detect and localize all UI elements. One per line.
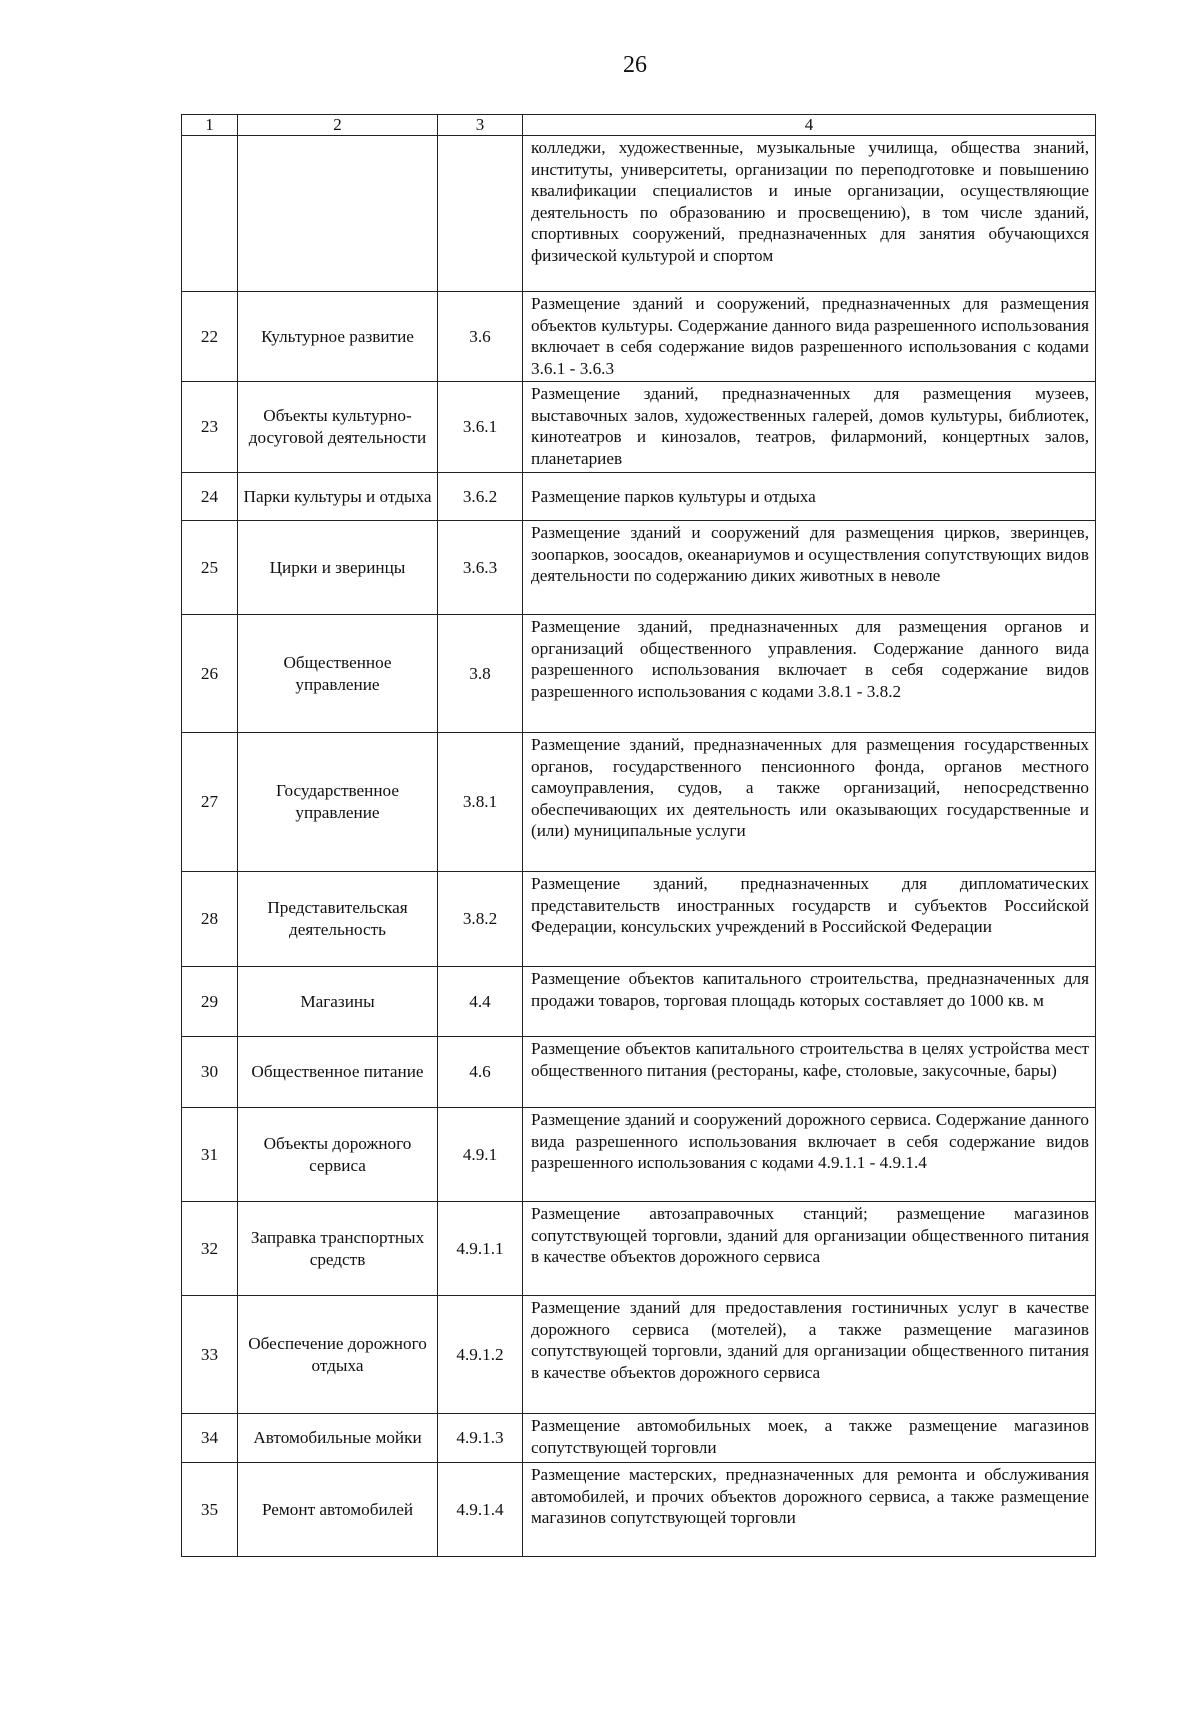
row-number: 29 (182, 967, 238, 1037)
table-row (182, 292, 1096, 382)
continuation-row (182, 136, 1096, 292)
row-number: 22 (182, 292, 238, 382)
description-cell: Размещение автозаправочных станций; размещение магазинов сопутствующей торговли, зданий для организации общественного питания в качестве объектов дорожного сервиса (523, 1202, 1096, 1296)
table-row (182, 382, 1096, 473)
use-code: 3.6.3 (438, 521, 523, 615)
use-name: Объекты дорожного сервиса (238, 1108, 438, 1202)
column-header: 2 (238, 115, 438, 136)
column-header: 4 (523, 115, 1096, 136)
use-name: Общественное управление (238, 615, 438, 733)
row-number: 26 (182, 615, 238, 733)
table-row (182, 1463, 1096, 1557)
use-code: 4.9.1.2 (438, 1296, 523, 1414)
description-cell: Размещение зданий для предоставления гостиничных услуг в качестве дорожного сервиса (мотелей), а также размещение магазинов сопутствующей торговли, зданий для организации общественного питания в качестве объектов дорожного сервиса (523, 1296, 1096, 1414)
description-cell: колледжи, художественные, музыкальные училища, общества знаний, институты, университеты, организации по переподготовке и повышению квалификации специалистов и иные организации, осуществляющие деятельность по образованию и просвещению), в том числе зданий, спортивных сооружений, предназначенных для занятия обучающихся физической культурой и спортом (523, 136, 1096, 292)
use-code: 4.9.1.4 (438, 1463, 523, 1557)
empty-cell (182, 136, 238, 292)
use-name: Обеспечение дорожного отдыха (238, 1296, 438, 1414)
description-cell: Размещение зданий, предназначенных для размещения государственных органов, государственного пенсионного фонда, органов местного самоуправления, судов, а также организаций, непосредственно обеспечивающих их деятельность или оказывающих государственные и (или) муниципальные услуги (523, 733, 1096, 872)
description-cell: Размещение объектов капитального строительства, предназначенных для продажи товаров, торговая площадь которых составляет до 1000 кв. м (523, 967, 1096, 1037)
table-row (182, 1296, 1096, 1414)
description-cell: Размещение зданий и сооружений дорожного сервиса. Содержание данного вида разрешенного использования включает в себя содержание видов разрешенного использования с кодами 4.9.1.1 - 4.9.1.4 (523, 1108, 1096, 1202)
use-name: Представительская деятельность (238, 872, 438, 967)
header-row (182, 115, 1096, 136)
use-name: Магазины (238, 967, 438, 1037)
column-header: 1 (182, 115, 238, 136)
description-cell: Размещение зданий и сооружений для размещения цирков, зверинцев, зоопарков, зоосадов, океанариумов и осуществления сопутствующих видов деятельности по содержанию диких животных в неволе (523, 521, 1096, 615)
use-name: Автомобильные мойки (238, 1414, 438, 1463)
description-cell: Размещение зданий и сооружений, предназначенных для размещения объектов культуры. Содержание данного вида разрешенного использования включает в себя содержание видов разрешенного использования с кодами 3.6.1 - 3.6.3 (523, 292, 1096, 382)
use-name: Ремонт автомобилей (238, 1463, 438, 1557)
row-number: 33 (182, 1296, 238, 1414)
description-cell: Размещение зданий, предназначенных для дипломатических представительств иностранных государств и субъектов Российской Федерации, консульских учреждений в Российской Федерации (523, 872, 1096, 967)
use-code: 4.4 (438, 967, 523, 1037)
use-code: 3.8 (438, 615, 523, 733)
row-number: 32 (182, 1202, 238, 1296)
row-number: 25 (182, 521, 238, 615)
use-code: 3.8.2 (438, 872, 523, 967)
use-name: Культурное развитие (238, 292, 438, 382)
use-code: 4.6 (438, 1037, 523, 1108)
column-header: 3 (438, 115, 523, 136)
table-row (182, 615, 1096, 733)
use-code: 3.6.1 (438, 382, 523, 473)
row-number: 28 (182, 872, 238, 967)
page-number: 26 (623, 52, 647, 78)
table-row (182, 473, 1096, 521)
description-cell: Размещение автомобильных моек, а также размещение магазинов сопутствующей торговли (523, 1414, 1096, 1463)
use-name: Цирки и зверинцы (238, 521, 438, 615)
land-use-table (181, 114, 1096, 1557)
table-row (182, 967, 1096, 1037)
description-cell: Размещение зданий, предназначенных для размещения музеев, выставочных залов, художественных галерей, домов культуры, библиотек, кинотеатров и кинозалов, театров, филармоний, концертных залов, планетариев (523, 382, 1096, 473)
row-number: 23 (182, 382, 238, 473)
use-code: 3.8.1 (438, 733, 523, 872)
use-code: 4.9.1 (438, 1108, 523, 1202)
table-row (182, 1414, 1096, 1463)
table-row (182, 733, 1096, 872)
row-number: 27 (182, 733, 238, 872)
empty-cell (438, 136, 523, 292)
row-number: 31 (182, 1108, 238, 1202)
table-row (182, 1202, 1096, 1296)
use-code: 3.6.2 (438, 473, 523, 521)
table-row (182, 872, 1096, 967)
use-name: Заправка транспортных средств (238, 1202, 438, 1296)
table-row (182, 1037, 1096, 1108)
description-cell: Размещение объектов капитального строительства в целях устройства мест общественного питания (рестораны, кафе, столовые, закусочные, бары) (523, 1037, 1096, 1108)
description-cell: Размещение парков культуры и отдыха (523, 473, 1096, 521)
use-code: 4.9.1.3 (438, 1414, 523, 1463)
row-number: 30 (182, 1037, 238, 1108)
row-number: 34 (182, 1414, 238, 1463)
table-row (182, 521, 1096, 615)
use-code: 3.6 (438, 292, 523, 382)
row-number: 24 (182, 473, 238, 521)
table-row (182, 1108, 1096, 1202)
use-name: Общественное питание (238, 1037, 438, 1108)
use-name: Государственное управление (238, 733, 438, 872)
description-cell: Размещение зданий, предназначенных для размещения органов и организаций общественного управления. Содержание данного вида разрешенного использования включает в себя содержание видов разрешенного использования с кодами 3.8.1 - 3.8.2 (523, 615, 1096, 733)
use-code: 4.9.1.1 (438, 1202, 523, 1296)
use-name: Объекты культурно-досуговой деятельности (238, 382, 438, 473)
empty-cell (238, 136, 438, 292)
description-cell: Размещение мастерских, предназначенных для ремонта и обслуживания автомобилей, и прочих объектов дорожного сервиса, а также размещение магазинов сопутствующей торговли (523, 1463, 1096, 1557)
row-number: 35 (182, 1463, 238, 1557)
use-name: Парки культуры и отдыха (238, 473, 438, 521)
